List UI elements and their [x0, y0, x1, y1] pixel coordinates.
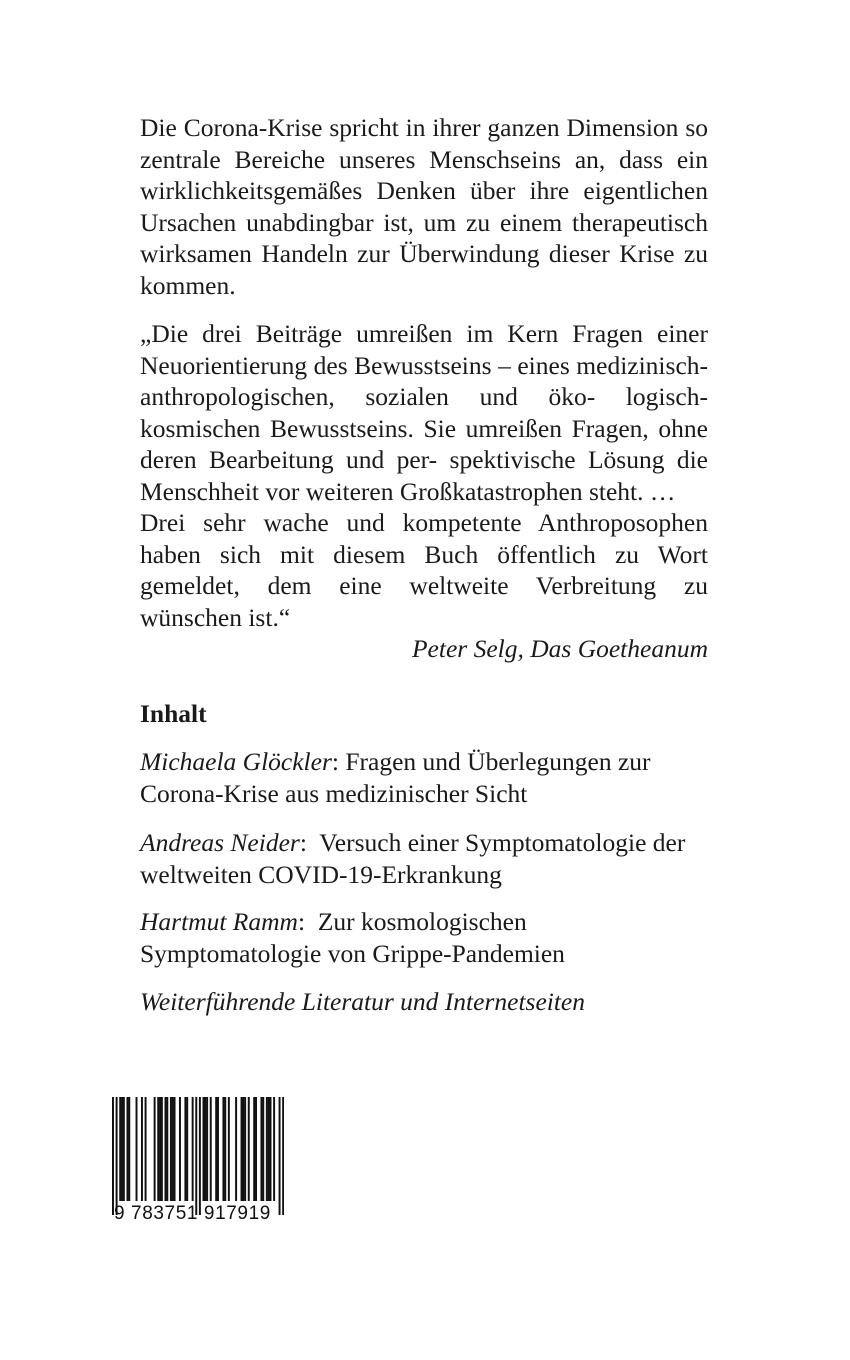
barcode-bar: [119, 1097, 121, 1201]
toc-separator: :: [297, 907, 318, 936]
barcode-bars: [112, 1097, 284, 1215]
barcode-bar: [161, 1097, 163, 1201]
quote-line: „Die drei Beiträge umreißen im Kern Fragen einer: [140, 319, 708, 348]
barcode-bar: [192, 1097, 194, 1201]
barcode-bar: [228, 1097, 230, 1201]
barcode-bar: [224, 1097, 226, 1201]
barcode-bar: [235, 1097, 237, 1201]
barcode-bar: [210, 1097, 212, 1201]
barcode-bar: [172, 1097, 174, 1201]
barcode-bar: [123, 1097, 125, 1201]
barcode-bar: [248, 1097, 250, 1201]
barcode-bar: [186, 1097, 188, 1201]
quote-attribution: Peter Selg, Das Goetheanum: [411, 634, 708, 663]
intro-line: eigentlichen Ursachen unabdingbar ist, um zu: [140, 176, 709, 237]
quote-line: haben sich mit diesem Buch öffentlich zu Wort: [140, 539, 708, 569]
barcode-bar: [166, 1097, 168, 1201]
toc-closing-entry: Weiterführende Literatur und Internetseiten: [140, 987, 586, 1016]
barcode-bar: [121, 1097, 123, 1201]
barcode-bar: [174, 1097, 176, 1201]
barcode-bar: [241, 1097, 243, 1201]
quote-line: spektivische Lösung die Menschheit vor weiteren: [140, 445, 709, 506]
review-quote: [140, 318, 708, 665]
barcode-bar: [136, 1097, 138, 1201]
barcode-bar: [165, 1097, 167, 1201]
quote-line: Fragen, ohne deren Bearbeitung und per-: [140, 413, 708, 474]
barcode-bar: [116, 1097, 118, 1215]
toc-separator: :: [299, 828, 320, 857]
quote-line: gemeldet, dem eine weltweite Verbreitung zu: [140, 571, 708, 600]
barcode-bar: [170, 1097, 172, 1201]
quote-text-continued: [140, 507, 708, 633]
toc-author: Michaela Glöckler: [140, 747, 332, 776]
toc-entry: [140, 906, 708, 969]
barcode-bar: [253, 1097, 255, 1201]
barcode-bar: [255, 1097, 257, 1201]
barcode-bar: [242, 1097, 244, 1201]
barcode-bar: [262, 1097, 264, 1201]
barcode-bar: [268, 1097, 270, 1201]
barcode-bar: [222, 1097, 224, 1201]
barcode-bar: [199, 1097, 201, 1215]
toc-separator: :: [331, 747, 346, 776]
toc-title-line: Fragen und Überlegungen zur: [345, 747, 651, 776]
intro-paragraph: [140, 112, 708, 301]
quote-line: Großkatastrophen steht. …: [399, 476, 676, 506]
barcode-bar: [112, 1097, 114, 1215]
quote-line: logisch-kosmischen Bewusstseins. Sie umreißen: [140, 382, 708, 443]
toc-author: Andreas Neider: [140, 828, 300, 857]
barcode-bar: [260, 1097, 262, 1201]
toc-entry: [140, 746, 708, 809]
intro-line: ein wirklichkeitsgemäßes Denken über ihre: [140, 144, 709, 205]
toc-title-line: Symptomatologie von Grippe-Pandemien: [140, 938, 565, 968]
barcode-bar: [195, 1097, 197, 1215]
toc-title-line: weltweiten COVID-19-Erkrankung: [140, 859, 502, 889]
quote-line: medizinisch-anthropologischen, sozialen und öko-: [140, 350, 709, 411]
toc-title-line: Zur kosmologischen: [317, 907, 527, 936]
toc-entry: [140, 827, 708, 890]
barcode-bar: [266, 1097, 268, 1201]
barcode-bar: [128, 1097, 130, 1201]
intro-line: Überwindung dieser Krise zu kommen.: [140, 239, 708, 300]
quote-text: [140, 318, 708, 507]
barcode-bar: [273, 1097, 275, 1201]
barcode-bar: [157, 1097, 159, 1201]
barcode-bar: [184, 1097, 186, 1201]
barcode-bar: [145, 1097, 147, 1201]
barcode-bar: [154, 1097, 156, 1201]
barcode-bar: [206, 1097, 208, 1201]
barcode-bar: [204, 1097, 206, 1201]
intro-line: einem therapeutisch wirksamen Handeln zur: [140, 207, 708, 268]
intro-line: so zentrale Bereiche unseres Menschseins an, dass: [140, 113, 708, 174]
isbn-digits: 9 783751 917919: [114, 1203, 271, 1224]
barcode-bar: [203, 1097, 205, 1201]
barcode-bar: [179, 1097, 181, 1201]
toc-author: Hartmut Ramm: [140, 907, 298, 936]
barcode-bar: [126, 1097, 128, 1201]
barcode-bar: [279, 1097, 281, 1215]
intro-line: Die Corona-Krise spricht in ihrer ganzen Dimension: [140, 113, 679, 142]
barcode-bar: [270, 1097, 272, 1201]
barcode-bar: [215, 1097, 217, 1201]
barcode-bar: [217, 1097, 219, 1201]
barcode-bar: [159, 1097, 161, 1201]
contents-heading: Inhalt: [140, 699, 207, 728]
barcode-bar: [244, 1097, 246, 1201]
toc-title-line: Versuch einer Symptomatologie der: [319, 828, 686, 857]
quote-line: Neuorientierung des Bewusstseins – eines: [140, 350, 570, 380]
barcode-bar: [282, 1097, 284, 1215]
quote-line: wünschen ist.“: [140, 602, 291, 632]
barcode-bar: [141, 1097, 143, 1201]
toc-title-line: Corona-Krise aus medizinischer Sicht: [140, 778, 528, 808]
quote-line: Drei sehr wache und kompetente Anthroposophen: [140, 508, 708, 537]
